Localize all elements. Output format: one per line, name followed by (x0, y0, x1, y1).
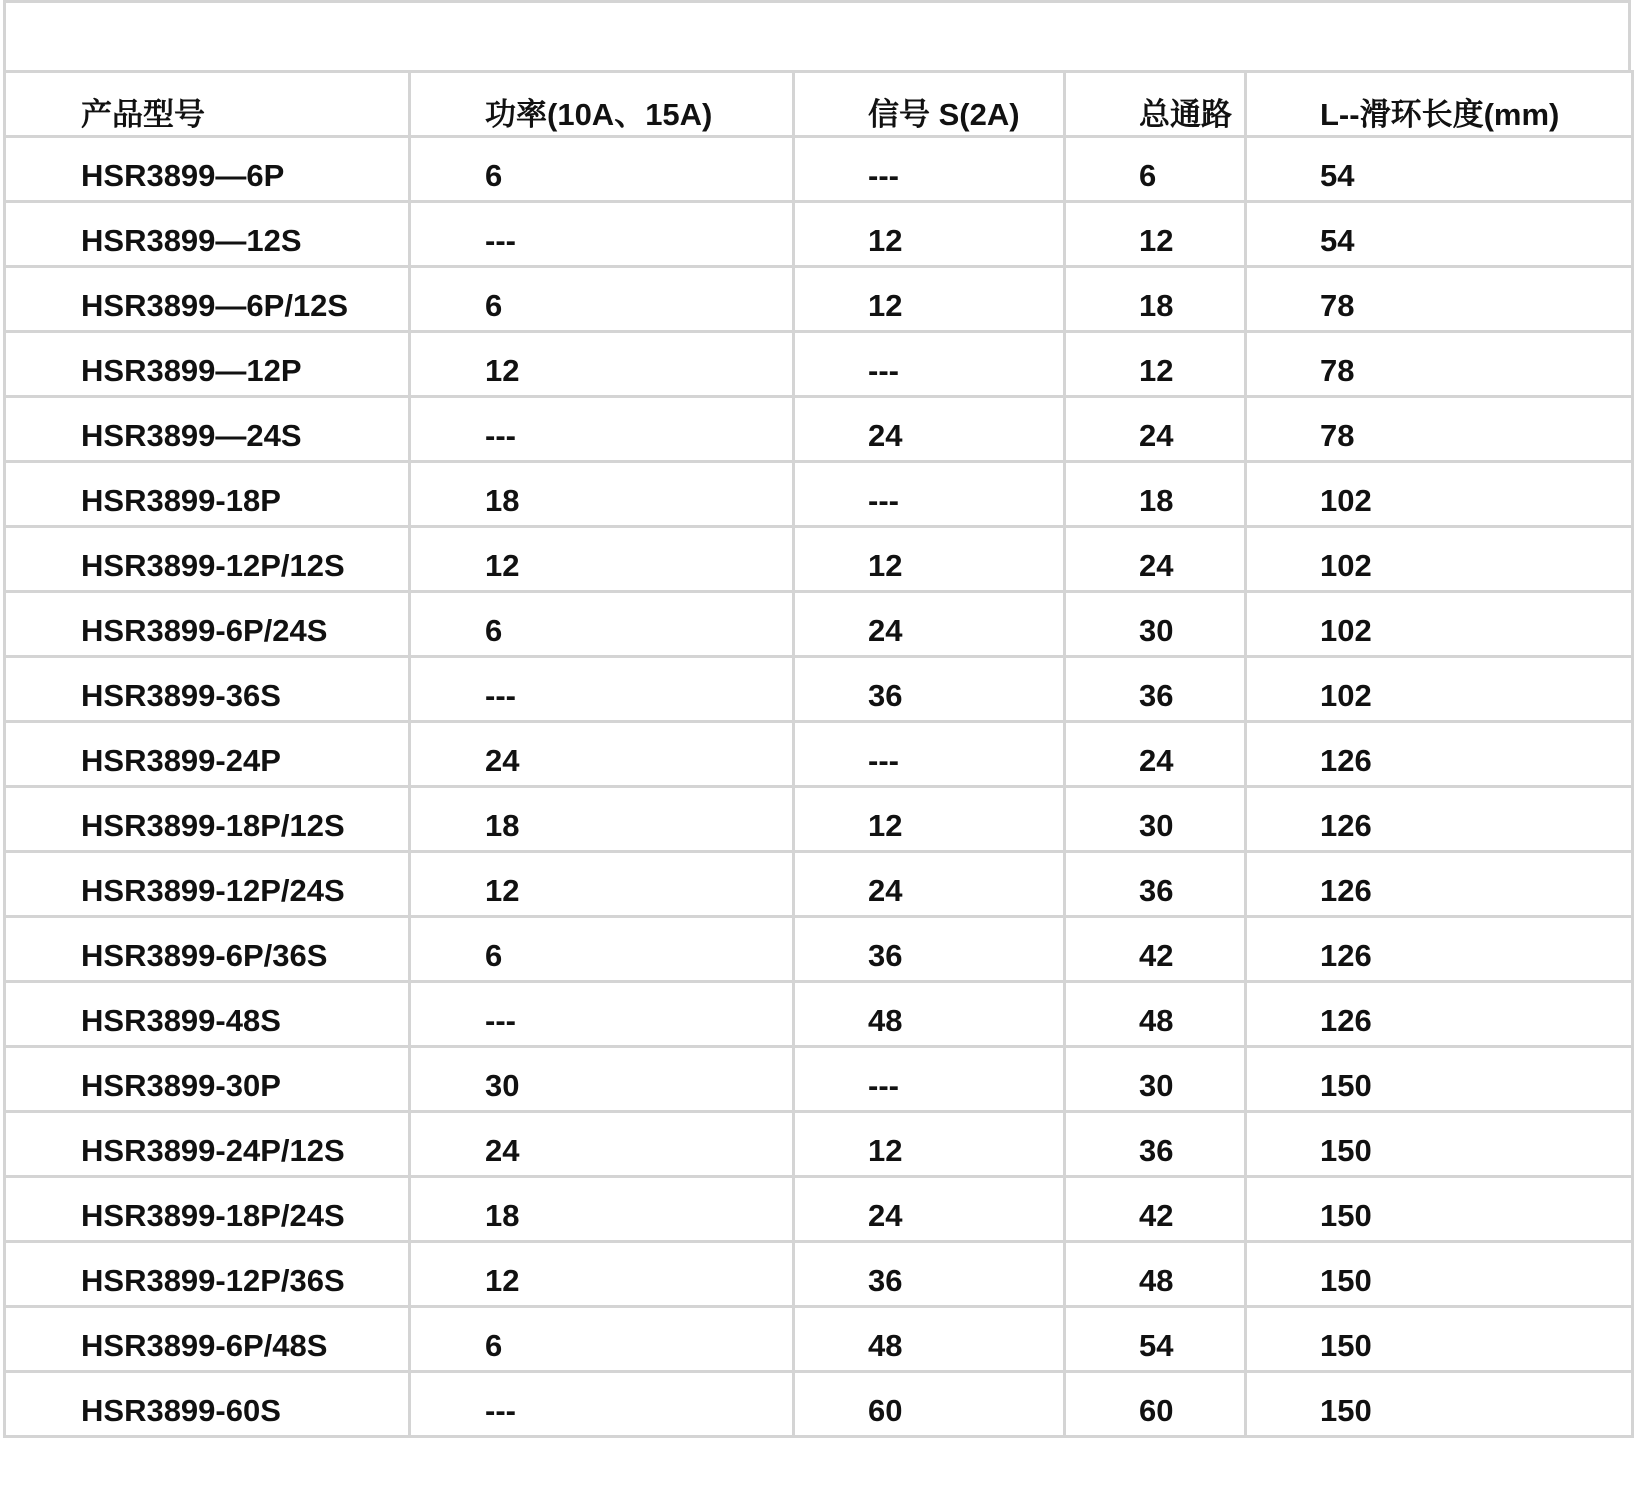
cell-total-channels: 18 (1065, 462, 1246, 527)
cell-signal: 12 (794, 267, 1065, 332)
cell-power: 24 (410, 1112, 794, 1177)
table-row (5, 1177, 1633, 1242)
cell-model: HSR3899—12S (5, 202, 410, 267)
cell-power: 12 (410, 527, 794, 592)
cell-signal: 36 (794, 917, 1065, 982)
table-row (5, 1112, 1633, 1177)
cell-length: 78 (1246, 267, 1633, 332)
cell-total-channels: 36 (1065, 852, 1246, 917)
cell-total-channels: 12 (1065, 332, 1246, 397)
table-header-row (5, 72, 1633, 137)
table-row (5, 137, 1633, 202)
header-signal: 信号 S(2A) (794, 72, 1065, 137)
cell-length: 126 (1246, 982, 1633, 1047)
cell-model: HSR3899-18P (5, 462, 410, 527)
cell-length: 126 (1246, 852, 1633, 917)
cell-power: 6 (410, 1307, 794, 1372)
cell-power: --- (410, 657, 794, 722)
cell-length: 54 (1246, 137, 1633, 202)
table-row (5, 982, 1633, 1047)
cell-power: 18 (410, 1177, 794, 1242)
table-row (5, 1047, 1633, 1112)
table-row (5, 1372, 1633, 1437)
cell-total-channels: 12 (1065, 202, 1246, 267)
table-row (5, 397, 1633, 462)
cell-length: 150 (1246, 1372, 1633, 1437)
cell-length: 150 (1246, 1242, 1633, 1307)
cell-length: 150 (1246, 1112, 1633, 1177)
cell-total-channels: 54 (1065, 1307, 1246, 1372)
table-row (5, 267, 1633, 332)
cell-length: 150 (1246, 1047, 1633, 1112)
cell-signal: 24 (794, 592, 1065, 657)
cell-signal: --- (794, 137, 1065, 202)
table-row (5, 657, 1633, 722)
cell-total-channels: 42 (1065, 917, 1246, 982)
table-row (5, 917, 1633, 982)
cell-signal: 48 (794, 1307, 1065, 1372)
cell-length: 78 (1246, 332, 1633, 397)
cell-model: HSR3899-6P/48S (5, 1307, 410, 1372)
cell-power: 12 (410, 332, 794, 397)
cell-model: HSR3899—6P/12S (5, 267, 410, 332)
cell-total-channels: 30 (1065, 787, 1246, 852)
table-row (5, 722, 1633, 787)
table-row (5, 1242, 1633, 1307)
cell-total-channels: 24 (1065, 722, 1246, 787)
cell-model: HSR3899—12P (5, 332, 410, 397)
cell-signal: 24 (794, 1177, 1065, 1242)
cell-total-channels: 6 (1065, 137, 1246, 202)
cell-length: 126 (1246, 787, 1633, 852)
cell-total-channels: 36 (1065, 1112, 1246, 1177)
cell-power: --- (410, 202, 794, 267)
cell-total-channels: 30 (1065, 592, 1246, 657)
cell-length: 126 (1246, 722, 1633, 787)
table-row (5, 202, 1633, 267)
cell-power: 6 (410, 592, 794, 657)
cell-length: 102 (1246, 592, 1633, 657)
cell-signal: 12 (794, 527, 1065, 592)
cell-power: 12 (410, 852, 794, 917)
cell-signal: 36 (794, 657, 1065, 722)
cell-power: 24 (410, 722, 794, 787)
table-title-band (3, 0, 1631, 70)
cell-signal: 60 (794, 1372, 1065, 1437)
cell-length: 150 (1246, 1307, 1633, 1372)
cell-length: 126 (1246, 917, 1633, 982)
cell-total-channels: 42 (1065, 1177, 1246, 1242)
cell-length: 102 (1246, 527, 1633, 592)
cell-model: HSR3899-60S (5, 1372, 410, 1437)
cell-signal: --- (794, 462, 1065, 527)
cell-signal: --- (794, 1047, 1065, 1112)
cell-length: 102 (1246, 462, 1633, 527)
cell-signal: --- (794, 332, 1065, 397)
cell-total-channels: 48 (1065, 982, 1246, 1047)
cell-signal: 36 (794, 1242, 1065, 1307)
cell-signal: --- (794, 722, 1065, 787)
cell-length: 102 (1246, 657, 1633, 722)
cell-length: 54 (1246, 202, 1633, 267)
cell-power: 6 (410, 917, 794, 982)
cell-total-channels: 24 (1065, 397, 1246, 462)
cell-power: 12 (410, 1242, 794, 1307)
cell-total-channels: 24 (1065, 527, 1246, 592)
cell-signal: 12 (794, 202, 1065, 267)
table-row (5, 852, 1633, 917)
cell-total-channels: 18 (1065, 267, 1246, 332)
cell-signal: 24 (794, 397, 1065, 462)
header-power: 功率(10A、15A) (410, 72, 794, 137)
cell-power: 6 (410, 267, 794, 332)
cell-total-channels: 36 (1065, 657, 1246, 722)
cell-model: HSR3899-24P/12S (5, 1112, 410, 1177)
cell-signal: 12 (794, 1112, 1065, 1177)
cell-power: 18 (410, 462, 794, 527)
cell-power: --- (410, 1372, 794, 1437)
cell-length: 78 (1246, 397, 1633, 462)
cell-model: HSR3899-30P (5, 1047, 410, 1112)
table-row (5, 332, 1633, 397)
cell-power: 6 (410, 137, 794, 202)
cell-total-channels: 60 (1065, 1372, 1246, 1437)
table-row (5, 592, 1633, 657)
cell-signal: 48 (794, 982, 1065, 1047)
cell-total-channels: 48 (1065, 1242, 1246, 1307)
cell-power: 18 (410, 787, 794, 852)
cell-signal: 12 (794, 787, 1065, 852)
cell-model: HSR3899-12P/36S (5, 1242, 410, 1307)
cell-model: HSR3899-36S (5, 657, 410, 722)
cell-power: 30 (410, 1047, 794, 1112)
cell-model: HSR3899-18P/24S (5, 1177, 410, 1242)
cell-model: HSR3899-48S (5, 982, 410, 1047)
cell-power: --- (410, 397, 794, 462)
table-body (5, 137, 1633, 1437)
cell-model: HSR3899-6P/24S (5, 592, 410, 657)
table-row (5, 1307, 1633, 1372)
header-total-channels: 总通路 (1065, 72, 1246, 137)
cell-model: HSR3899—6P (5, 137, 410, 202)
header-model: 产品型号 (5, 72, 410, 137)
table-row (5, 462, 1633, 527)
cell-signal: 24 (794, 852, 1065, 917)
cell-model: HSR3899—24S (5, 397, 410, 462)
table-row (5, 787, 1633, 852)
cell-model: HSR3899-6P/36S (5, 917, 410, 982)
cell-model: HSR3899-24P (5, 722, 410, 787)
header-length: L--滑环长度(mm) (1246, 72, 1633, 137)
slip-ring-spec-table (3, 70, 1634, 1438)
cell-model: HSR3899-12P/12S (5, 527, 410, 592)
cell-power: --- (410, 982, 794, 1047)
cell-model: HSR3899-12P/24S (5, 852, 410, 917)
cell-model: HSR3899-18P/12S (5, 787, 410, 852)
cell-total-channels: 30 (1065, 1047, 1246, 1112)
table-row (5, 527, 1633, 592)
cell-length: 150 (1246, 1177, 1633, 1242)
